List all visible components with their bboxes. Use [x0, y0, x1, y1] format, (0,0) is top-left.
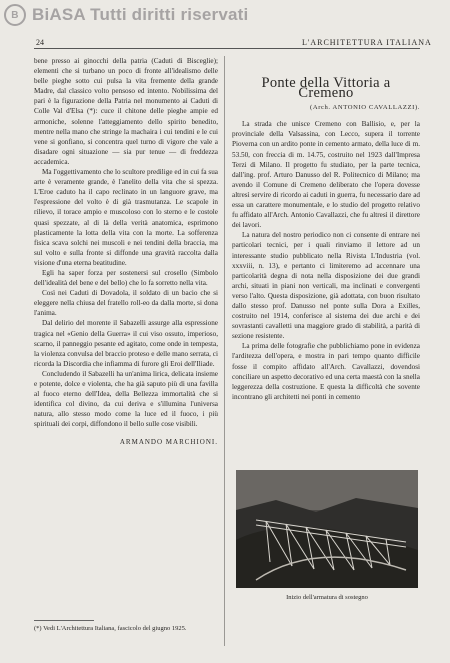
right-column [232, 75, 420, 402]
column-divider [224, 56, 225, 646]
right-paragraph: La prima delle fotografie che pubblichiamo pone in evidenza l'arditezza dell'opera, e mostra in pari tempo quanto difficile fosse il compito affidato all'Arch. Cavallazzi, dovendosi conciliare un aspetto decorativo ed una certa maestà con la snella leggerezza della costruzione. E questa la difficoltà che sovente incontrano gli architetti nei ponti in cemento [232, 342, 420, 401]
watermark-logo-icon: B [4, 4, 26, 26]
left-paragraph: Egli ha saper forza per sostenersi sul crosello (Simbolo dell'idealità del bene e del bello) che lo fa sorretto nella vita. [34, 268, 218, 288]
author-signature: ARMANDO MARCHIONI. [119, 438, 218, 447]
bridge-photo-icon [236, 470, 418, 588]
watermark-text: BiASA Tutti diritti riservati [32, 5, 249, 24]
footnote-rule [34, 620, 94, 621]
left-paragraph: Concludendo il Sabazelli ha un'anima lirica, delicata insieme e potente, dolce e violenta, che ha già saputo più di una favilla al fuoco eterno dell'Idea, della Bellezza immortalità che si identifica col divino, da cui deriva e s'illumina l'universa natura, allo stesso modo come la luce ed il fuoco, i più spirituali dei corpi, diffondono il bello sulle cose visibili. [34, 369, 218, 429]
right-paragraph: La natura del nostro periodico non ci consente di entrare nei particolari tecnici, per i quali rinviamo il lettore ad un interessante studio pubblicato nella Rivista L'Industria (vol. xxxviii, n. 13), e pertanto ci limiteremo ad accennare una particolarità degna di nota nella disposizione dei due grandi archi, situati in piani non verticali, ma inclinati e convergenti verso l'alto. Questa disposizione, già adottata, con buon risultato dallo stesso prof. Danusso nel ponte sulla Dora a Exilles, costruito nel 1914, conferisce al sistema dei due archi e dei sovrastanti cavalletti una maggiore grado di stabilità, a parità di sezione resistente. [232, 231, 420, 341]
page-number: 24 [36, 38, 44, 47]
figure-caption: Inizio dell'armatura di sostegno [286, 594, 368, 601]
right-paragraph: La strada che unisce Cremeno con Ballisio, e, per la provinciale della Valsassina, con Lecco, supera il torrente Pioverna con un ardito ponte in cemento armato, della luce di m. 53.50, con freccia di m. 14.75, costruito nel 1923 dall'Impresa Terzi di Milano. Il progetto fu studiato, per la parte tecnica, dall'ing. prof. Arturo Danusso del R. Politecnico di Milano; ma avendo il Comune di Cremeno deliberato che l'opera dovesse altresì servire di ricordo ai caduti in guerra, fu necessario dare ad essa un carattere monumentale, e lo studio del progetto relativo fu affidato all'Arch. Antonio Cavallazzi, che fu altresì il direttore dei lavori. [232, 120, 420, 230]
article-byline: (Arch. ANTONIO CAVALLAZZI). [310, 104, 420, 112]
left-paragraph: bene presso ai ginocchi della patria (Caduti di Bisceglie); elementi che si turbano un poco di fronte all'idealismo delle belle pieghe sotto cui pulsa la vita fremente della grande Madre, dal classico volto pensoso ed intento. Nobilissima del pari è la figurazione della Patria nel monumento ai Caduti di Colle Val d'Elsa (*): cuce il chitone delle pieghe ampie ed armoniche, solenne l'atteggiamento dello spirito benedito, mentre nella mano che stringe la machaira i cui tendini e le cui vene si gonfiano, si concentra quel turno di vigore che vale a disadare ogni situazione — sia pur tenue — di freddezza accademica. [34, 57, 218, 166]
watermark [0, 0, 450, 30]
footnote: (*) Vedi L'Architettura Italiana, fascicolo del giugno 1925. [34, 625, 187, 632]
left-column [34, 56, 218, 448]
header-rule [34, 48, 420, 49]
left-paragraph: Ma l'oggettivamento che lo scultore predilige ed in cui fa sua arte è veramente grande, è l'anelito della vita che si spezza. L'Eroe caduto ha il capo reclinato in un languore grave, ma l'espressione del volto è di già trasmutanza. Le scapole in rilievo, il torace ampio e muscoloso con lo sterno e le costole quasi spezzate, al di là della verità anatomica, esprimono plasticamente la lotta della vita con la morte. La sofferenza fisica scava solchi nei muscoli e nei tendini della braccia, ma sul volto e sulla fronte si diffonde una gravità raccolta dalla visione d'una eterna beatitudine. [34, 168, 218, 267]
left-paragraph: Così nei Caduti di Dovadola, il soldato di un bacio che si eleggere nella chiusa del fratello roll-eo da dalla morte, si dona l'anima. [34, 289, 218, 318]
article-title: Ponte della Vittoria a Cremeno [261, 75, 391, 102]
bridge-photo-svg [236, 470, 418, 588]
left-paragraph: Dal delirio del morente il Sabazelli assurge alla espressione tragica nel «Genio della Guerra» il cui viso ossuto, imperioso, scarno, il panneggio pesante ed agitato, come onde in tempesta, la violenza convulsa del braccio proteso e delle mano serrata, ci ricorda la Discordia che infiamma di furore gli Eroi dell'Iliade. [34, 319, 218, 368]
running-head: L'ARCHITETTURA ITALIANA [302, 38, 432, 47]
